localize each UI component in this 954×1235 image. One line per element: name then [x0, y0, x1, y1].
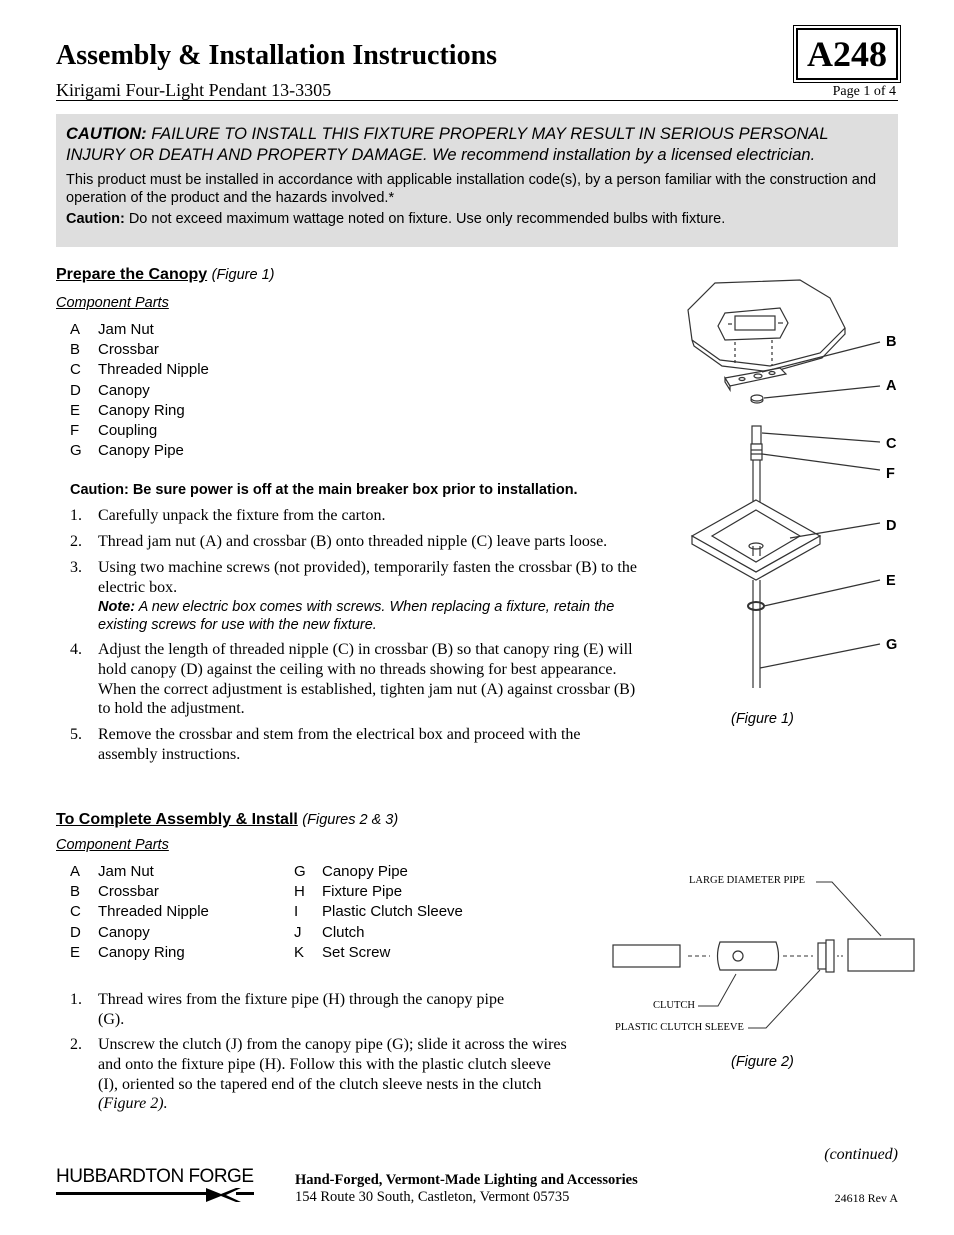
part-name: Canopy: [98, 923, 150, 941]
component-parts-heading: Component Parts: [56, 837, 169, 853]
list-item: [70, 340, 209, 360]
list-item: [70, 401, 209, 421]
part-letter: K: [294, 943, 305, 961]
document-title: Assembly & Installation Instructions: [56, 40, 498, 71]
step-body: [98, 558, 645, 634]
step-item: [70, 532, 660, 552]
list-item: [294, 923, 463, 943]
product-subtitle: Kirigami Four-Light Pendant 13-3305: [56, 80, 332, 100]
list-item: [70, 882, 209, 902]
part-letter: G: [70, 442, 82, 460]
part-letter: B: [70, 341, 81, 359]
part-letter: E: [70, 943, 81, 961]
list-item: [294, 902, 463, 922]
part-name: Set Screw: [322, 943, 391, 961]
step-body: [98, 1035, 570, 1114]
section-figure-ref: (Figure 1): [211, 267, 275, 283]
part-letter: D: [70, 923, 81, 941]
part-letter: B: [70, 883, 81, 901]
document-code-box: [796, 28, 898, 80]
step-text: Unscrew the clutch (J) from the canopy pipe (G); slide it across the wires and onto the fixture pipe (H). Follow this with the plastic clutch sleeve (I), oriented so the tapered end of the clutch sleeve nests in the clutch: [98, 1036, 567, 1093]
part-name: Fixture Pipe: [322, 883, 403, 901]
part-name: Clutch: [322, 923, 365, 941]
list-item: [70, 421, 209, 441]
caution-installation-paragraph: This product must be installed in accordance with applicable installation code(s), by a person familiar with the construction and operation of the product and the hazards involved.*: [66, 172, 877, 206]
section-title: To Complete Assembly & Install: [56, 811, 298, 828]
section-complete-assembly-heading: [56, 811, 398, 829]
part-letter: G: [294, 863, 306, 880]
note-text: A new electric box comes with screws. When replacing a fixture, retain the existing screws for use with the new fixture.: [98, 598, 615, 633]
step-note: [98, 598, 645, 634]
caution-wattage: [66, 211, 886, 227]
part-name: Coupling: [98, 422, 158, 440]
step-text: Adjust the length of threaded nipple (C) in crossbar (B) so that canopy ring (E) will hold canopy (D) against the ceiling with no threads showing for best appearance. When the correct adjustment is established, tighten jam nut (A) against crossbar (B) to hold the adjustment.: [98, 641, 636, 718]
part-letter: A: [70, 863, 81, 880]
figure-1-label-f: F: [886, 466, 895, 482]
part-letter: C: [70, 361, 81, 379]
figure-1-label-b: B: [886, 334, 897, 350]
part-letter: H: [294, 883, 305, 901]
part-letter: I: [294, 903, 299, 921]
figure-1-label-a: A: [886, 378, 897, 394]
caution-wattage-text: Do not exceed maximum wattage noted on fixture. Use only recommended bulbs with fixture.: [128, 211, 726, 227]
part-name: Jam Nut: [98, 321, 154, 338]
figure-1-label-e: E: [886, 573, 896, 589]
step-number: 4.: [70, 641, 82, 658]
section-figure-ref: (Figures 2 & 3): [302, 812, 399, 828]
step-number: 3.: [70, 559, 82, 576]
part-name: Canopy: [98, 381, 150, 399]
list-item: [294, 862, 463, 882]
part-name: Threaded Nipple: [98, 361, 209, 379]
part-name: Threaded Nipple: [98, 903, 209, 921]
note-label: Note:: [98, 598, 136, 615]
step-text: Carefully unpack the fixture from the carton.: [98, 507, 386, 524]
list-item: [70, 923, 209, 943]
list-item: [294, 943, 463, 963]
step-number: 2.: [70, 1036, 82, 1053]
part-name: Canopy Pipe: [98, 442, 184, 460]
step-text: Remove the crossbar and stem from the electrical box and proceed with the assembly instructions.: [98, 726, 581, 763]
part-name: Canopy Pipe: [322, 863, 408, 880]
brand-name: HUBBARDTON FORGE: [56, 1166, 254, 1187]
figure-2-label-sleeve: PLASTIC CLUTCH SLEEVE: [615, 1022, 744, 1033]
section-title: Prepare the Canopy: [56, 266, 208, 283]
step-item: [70, 506, 660, 526]
figure-1-label-g: G: [886, 637, 898, 653]
caution-warning: [66, 124, 886, 166]
list-item: [70, 381, 209, 401]
step-text: Thread jam nut (A) and crossbar (B) onto threaded nipple (C) leave parts loose.: [98, 533, 608, 550]
step-item: [70, 990, 510, 1030]
part-letter: J: [294, 923, 302, 941]
footer-tagline: Hand-Forged, Vermont-Made Lighting and Accessories: [295, 1172, 638, 1188]
step-item: [70, 725, 630, 765]
figure-1-label-c: C: [886, 436, 897, 452]
part-letter: F: [70, 422, 80, 440]
part-letter: C: [70, 903, 81, 921]
logo-underline-icon: [56, 1188, 256, 1202]
caution-label: CAUTION:: [66, 125, 147, 143]
document-revision: 24618 Rev A: [834, 1191, 898, 1205]
footer-address: 154 Route 30 South, Castleton, Vermont 05735: [295, 1189, 570, 1205]
hubbardton-forge-logo: [56, 1166, 256, 1207]
figure-1-diagram: [680, 278, 910, 698]
step-item: [70, 640, 645, 719]
component-parts-list: [70, 320, 209, 461]
part-letter: E: [70, 401, 81, 419]
figure-2-caption: (Figure 2): [731, 1054, 794, 1070]
list-item: [70, 320, 209, 340]
component-parts-heading: Component Parts: [56, 295, 169, 311]
part-name: Crossbar: [98, 341, 159, 359]
list-item: [70, 943, 209, 963]
part-name: Canopy Ring: [98, 401, 185, 419]
part-letter: A: [70, 321, 81, 338]
part-name: Jam Nut: [98, 863, 154, 880]
step-number: 2.: [70, 533, 82, 550]
part-letter: D: [70, 381, 81, 399]
figure-1-caption: (Figure 1): [731, 711, 794, 727]
step-figure-ref: (Figure 2).: [98, 1095, 168, 1113]
component-parts-list-left: [70, 862, 209, 963]
page-number: Page 1 of 4: [832, 84, 896, 99]
step-number: 1.: [70, 507, 82, 524]
caution-text: FAILURE TO INSTALL THIS FIXTURE PROPERLY MAY RESULT IN SERIOUS PERSONAL INJURY OR DEATH AND PROPERTY DAMAGE. We recommend installation by a licensed electrician.: [66, 125, 829, 164]
section-prepare-canopy-heading: [56, 266, 274, 284]
step-item: [70, 1035, 570, 1114]
step-number: 1.: [70, 991, 82, 1008]
step-number: 5.: [70, 726, 82, 743]
component-parts-list-right: [294, 862, 463, 963]
power-caution: Caution: Be sure power is off at the main breaker box prior to installation.: [70, 482, 578, 498]
list-item: [70, 441, 209, 461]
part-name: Canopy Ring: [98, 943, 185, 961]
header-rule: [56, 100, 898, 101]
caution-wattage-label: Caution:: [66, 211, 125, 227]
figure-1-label-d: D: [886, 518, 897, 534]
document-code: A248: [807, 34, 887, 74]
part-name: Plastic Clutch Sleeve: [322, 903, 463, 921]
continued-note: (continued): [824, 1146, 898, 1163]
list-item: [70, 360, 209, 380]
list-item: [70, 902, 209, 922]
figure-2-diagram: [608, 866, 920, 1041]
step-text: Using two machine screws (not provided), temporarily fasten the crossbar (B) to the electric box.: [98, 559, 637, 596]
part-name: Crossbar: [98, 883, 159, 901]
list-item: [294, 882, 463, 902]
list-item: [70, 862, 209, 882]
figure-2-label-large-pipe: LARGE DIAMETER PIPE: [689, 875, 806, 886]
step-item: [70, 558, 645, 634]
figure-2-label-clutch: CLUTCH: [653, 1000, 695, 1011]
step-text: Thread wires from the fixture pipe (H) through the canopy pipe (G).: [98, 991, 505, 1028]
